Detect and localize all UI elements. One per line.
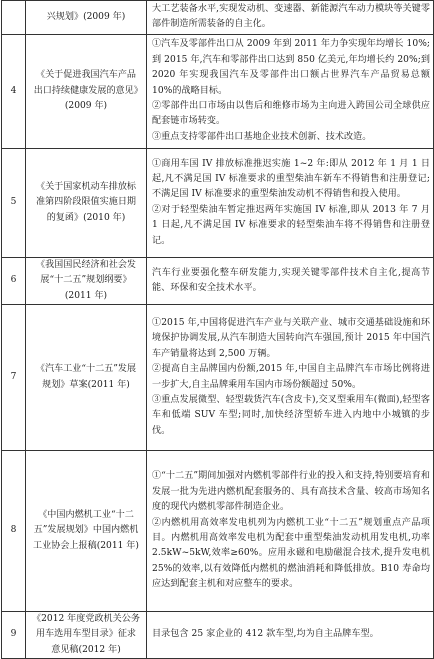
policy-name-cell: 《关于促进我国汽车产品出口持续健康发展的意见》(2009 年) <box>26 34 147 148</box>
table-row <box>2 34 434 148</box>
table-row <box>2 148 434 257</box>
table-row <box>2 451 434 612</box>
policy-name-cell: 《关于国家机动车排放标准第四阶段限值实施日期的复函》(2010 年) <box>26 148 147 257</box>
content-paragraph: ②对于轻型柴油车暂定推迟两年实施国 IV 标准,即从 2013 年 7 月 1 日起,凡不满足国 IV 标准要求的轻型柴油车将不得销售和注册登记。 <box>152 204 430 246</box>
table-row <box>2 305 434 451</box>
content-paragraph: ①“十二五”期间加强对内燃机零部件行业的投入和支持,特别要培育和发展一批为先进内燃机配套服务的、具有高技术含量、较高市场知名度的现代内燃机零部件制造企业。 <box>152 471 430 513</box>
policy-name-cell: 《中国内燃机工业“十二五”发展规划》中国内燃机工业协会上报稿(2011 年) <box>26 451 147 612</box>
policy-content-cell <box>147 257 434 304</box>
content-paragraph: 汽车行业要强化整车研发能力,实现关键零部件技术自主化,提高节能、环保和安全技术水平。 <box>152 267 430 293</box>
policy-content-cell <box>147 612 434 659</box>
row-number-cell: 4 <box>2 34 26 148</box>
policy-content-cell <box>147 451 434 612</box>
content-paragraph: ①汽车及零部件出口从 2009 年到 2011 年力争实现年均增长 10%;到 2015 年,汽车和零部件出口达到 850 亿美元,年均增长约 20%;到 2020 年实现我国汽车及零部件出口额占世界汽车产品贸易总额 10%的战略目标。 <box>152 39 430 96</box>
policy-content-cell <box>147 305 434 451</box>
row-number-cell: 9 <box>2 612 26 659</box>
content-paragraph: ②内燃机用高效率发电机列为内燃机工业“十二五”规划重点产品项目。内燃机用高效率发电机为配套中重型柴油发动机用发电机,功率 2.5kW~5kW,效率≥60%。应用永磁和电励磁混合技术,提升发电机 25%的效率,以有效降低内燃机的燃油消耗和降低排放。B10 寿命均应达到配套主机和对应整车的要求。 <box>152 517 430 590</box>
policy-content-cell <box>147 34 434 148</box>
content-paragraph: ③重点发展微型、轻型载货汽车(含皮卡),交叉型乘用车(微面),轻型客车和低端 SUV 车型;同时,加快经济型轿车进入内地中小城镇的步伐。 <box>152 394 430 436</box>
content-paragraph: ③重点支持零部件出口基地企业技术创新、技术改造。 <box>152 131 372 142</box>
policy-name-cell: 《我国国民经济和社会发展“十二五”规划纲要》(2011 年) <box>26 257 147 304</box>
policy-name-cell: 《2012 年度党政机关公务用车选用车型目录》征求意见稿(2012 年) <box>26 612 147 659</box>
content-paragraph: 大工艺装备水平,实现发动机、变速器、新能源汽车动力模块等关键零部件制造所需装备的自主化。 <box>152 4 430 30</box>
row-number-cell: 5 <box>2 148 26 257</box>
content-paragraph: 目录包含 25 家企业的 412 款车型,均为自主品牌车型。 <box>152 629 379 640</box>
row-number-cell: 7 <box>2 305 26 451</box>
content-paragraph: ②零部件出口市场由以售后和维修市场为主向进入跨国公司全球供应配套链市场转变。 <box>152 101 430 127</box>
policy-content-cell <box>147 148 434 257</box>
content-paragraph: ②提高自主品牌国内份额,2015 年,中国自主品牌汽车市场比例将进一步扩大,自主品牌乘用车国内市场份额超过 50%。 <box>152 364 430 390</box>
row-number-cell: 8 <box>2 451 26 612</box>
policy-name-cell: 《汽车工业“十二五”发展规划》草案(2011 年) <box>26 305 147 451</box>
policy-table <box>1 0 434 659</box>
table-row <box>2 257 434 304</box>
row-number-cell <box>2 1 26 35</box>
policy-content-cell <box>147 1 434 35</box>
table-row <box>2 1 434 35</box>
table-row <box>2 612 434 659</box>
content-paragraph: ①2015 年,中国将促进汽车产业与关联产业、城市交通基础设施和环境保护协调发展,从汽车制造大国转向汽车强国,预计 2015 年中国汽车产销量将达到 2,500 万辆。 <box>152 317 430 359</box>
row-number-cell: 6 <box>2 257 26 304</box>
content-paragraph: ①商用车国 IV 排放标准推迟实施 1~2 年:即从 2012 年 1 月 1 日起,凡不满足国 IV 标准要求的重型柴油车新车不得销售和注册登记;不满足国 IV 标准要求的重型柴油发动机不得销售和投入使用。 <box>152 158 430 200</box>
policy-name-cell: 兴规划》(2009 年) <box>26 1 147 35</box>
